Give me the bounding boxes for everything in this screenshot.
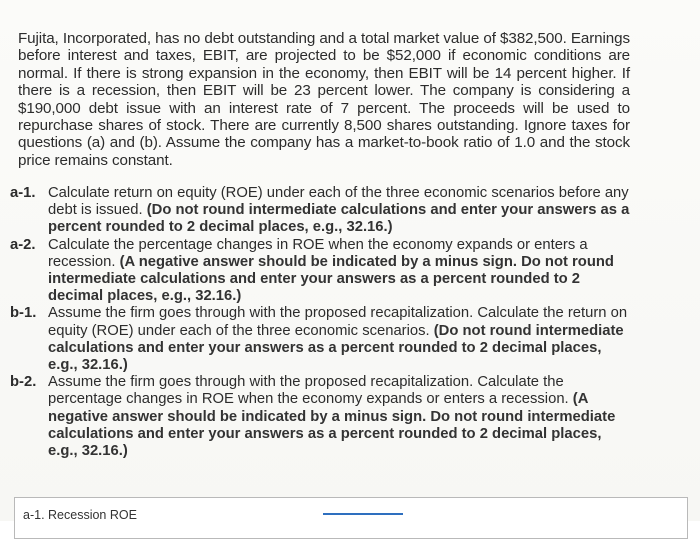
question-label: a-1. — [10, 185, 36, 201]
question-text: Assume the firm goes through with the proposed recapitalization. Calculate the percentage changes in ROE when the economy expands or enters a recession. — [48, 374, 573, 408]
question-text: Assume the firm goes through with the proposed recapitalization. Calculate the return on equity (ROE) under each of the three economic scenarios. — [48, 305, 628, 339]
question-text: Calculate return on equity (ROE) under each of the three economic scenarios before any debt is issued. — [48, 185, 629, 219]
answer-row-label: a-1. Recession ROE — [23, 508, 137, 522]
question-list — [10, 185, 630, 460]
question-instruction: (Do not round intermediate calculations and enter your answers as a percent rounded to 2 decimal places, e.g., 32.16.) — [48, 322, 624, 374]
question-label: b-2. — [10, 374, 37, 391]
question-label: b-1. — [10, 305, 37, 322]
answer-table — [14, 497, 688, 539]
question-b2 — [10, 374, 630, 460]
question-instruction: (A negative answer should be indicated by a minus sign. Do not round intermediate calculations and enter your answers as a percent rounded to 2 decimal places, e.g., 32.16.) — [48, 391, 616, 460]
recession-roe-input[interactable] — [323, 513, 403, 535]
question-instruction: (A negative answer should be indicated by a minus sign. Do not round intermediate calculations and enter your answers as a percent rounded to 2 decimal places, e.g., 32.16.) — [48, 253, 614, 305]
question-a2 — [10, 237, 630, 306]
question-instruction: (Do not round intermediate calculations and enter your answers as a percent rounded to 2 decimal places, e.g., 32.16.) — [48, 202, 630, 236]
problem-intro: Fujita, Incorporated, has no debt outstanding and a total market value of $382,500. Earnings before interest and taxes, EBIT, are projected to be $52,000 if economic conditions are normal. If there is strong expansion in the economy, then EBIT will be 14 percent higher. If there is a recession, then EBIT will be 23 percent lower. The company is considering a $190,000 debt issue with an interest rate of 7 percent. The proceeds will be used to repurchase shares of stock. There are currently 8,500 shares outstanding. Ignore taxes for questions (a) and (b). Assume the company has a market-to-book ratio of 1.0 and the stock price remains constant. — [18, 30, 630, 169]
question-label: a-2. — [10, 236, 36, 253]
question-b1 — [10, 305, 630, 374]
question-text: Calculate the percentage changes in ROE when the economy expands or enters a recession. — [48, 236, 588, 270]
question-a1 — [10, 185, 630, 237]
